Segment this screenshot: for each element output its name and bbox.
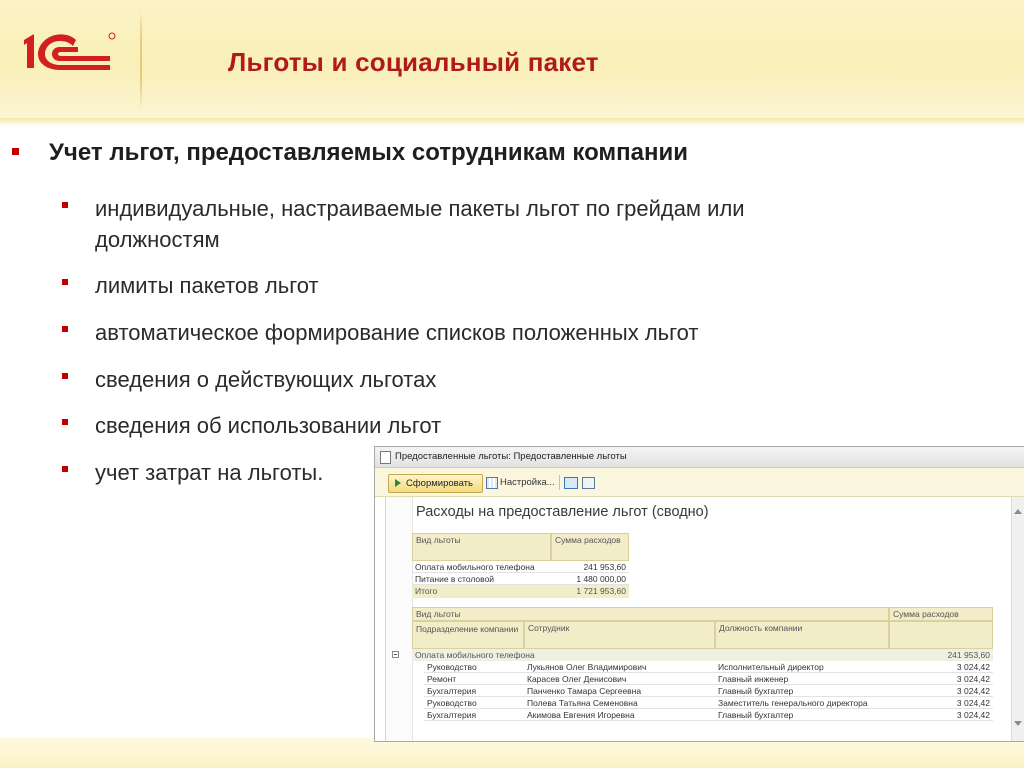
bullet-square-icon (62, 373, 68, 379)
document-icon (380, 451, 391, 464)
table-cell: 3 024,42 (889, 697, 993, 709)
group-row-label: Оплата мобильного телефона (412, 649, 889, 661)
play-icon (395, 479, 401, 487)
summary-header-amount: Сумма расходов (551, 533, 629, 561)
table-cell: Акимова Евгения Игоревна (524, 709, 715, 721)
report-window-screenshot (374, 446, 1024, 742)
summary-total-label: Итого (412, 585, 551, 598)
generate-button-label: Сформировать (406, 478, 473, 489)
report-area (385, 497, 1014, 741)
report-title: Расходы на предоставление льгот (сводно) (416, 504, 709, 520)
group-row-amount: 241 953,60 (889, 649, 993, 661)
generate-button[interactable] (388, 474, 483, 493)
bullet-square-icon (62, 326, 68, 332)
summary-cell: Оплата мобильного телефона (412, 561, 551, 573)
bullet-square-icon (62, 419, 68, 425)
sub-bullet-text: лимиты пакетов льгот (95, 273, 319, 298)
summary-cell: Питание в столовой (412, 573, 551, 585)
window-toolbar (375, 468, 1024, 497)
detail-header-type: Вид льготы (412, 607, 889, 621)
table-cell: Главный бухгалтер (715, 685, 889, 697)
send-icon[interactable] (564, 477, 578, 489)
table-cell: 3 024,42 (889, 673, 993, 685)
summary-header-type: Вид льготы (412, 533, 551, 561)
summary-cell: 241 953,60 (551, 561, 629, 573)
report-outline-strip (386, 497, 413, 741)
scroll-up-icon[interactable] (1014, 509, 1022, 514)
bullet-square-icon (12, 148, 19, 155)
settings-button[interactable] (486, 474, 556, 491)
table-cell: 3 024,42 (889, 685, 993, 697)
print-icon[interactable] (582, 477, 595, 489)
summary-total-value: 1 721 953,60 (551, 585, 629, 598)
table-cell: Лукьянов Олег Владимирович (524, 661, 715, 673)
main-bullet-text: Учет льгот, предоставляемых сотрудникам компании (49, 139, 689, 166)
bullet-square-icon (62, 279, 68, 285)
page-title: Льготы и социальный пакет (228, 47, 599, 77)
vertical-scrollbar[interactable] (1011, 497, 1024, 741)
table-cell: 3 024,42 (889, 709, 993, 721)
sub-bullet-text: индивидуальные, настраиваемые пакеты льгот по грейдам или (95, 196, 745, 221)
detail-header-department: Подразделение компании (412, 621, 524, 649)
settings-icon (486, 477, 498, 489)
table-cell: Главный бухгалтер (715, 709, 889, 721)
bullet-square-icon (62, 202, 68, 208)
sub-bullet-text: сведения об использовании льгот (95, 413, 442, 438)
table-cell: Руководство (424, 661, 524, 673)
table-cell: Полева Татьяна Семеновна (524, 697, 715, 709)
header-divider-line (0, 118, 1024, 126)
sub-bullet-text: сведения о действующих льготах (95, 367, 437, 392)
footer-band (0, 738, 1024, 768)
table-cell: Исполнительный директор (715, 661, 889, 673)
detail-header-amount-spacer (889, 621, 993, 649)
table-cell: 3 024,42 (889, 661, 993, 673)
window-title: Предоставленные льготы: Предоставленные льготы (395, 451, 627, 462)
table-cell: Карасев Олег Денисович (524, 673, 715, 685)
bullet-square-icon (62, 466, 68, 472)
table-cell: Руководство (424, 697, 524, 709)
toolbar-separator (559, 475, 560, 490)
table-cell: Заместитель генерального директора (715, 697, 889, 709)
detail-header-employee: Сотрудник (524, 621, 715, 649)
sub-bullet-text: учет затрат на льготы. (95, 460, 324, 485)
detail-header-amount: Сумма расходов (889, 607, 993, 621)
scroll-down-icon[interactable] (1014, 721, 1022, 726)
table-cell: Панченко Тамара Сергеевна (524, 685, 715, 697)
detail-header-position: Должность компании (715, 621, 889, 649)
settings-button-label: Настройка... (500, 477, 555, 488)
collapse-group-icon[interactable] (392, 651, 399, 658)
summary-cell: 1 480 000,00 (551, 573, 629, 585)
table-cell: Бухгалтерия (424, 709, 524, 721)
sub-bullet-text: должностям (95, 227, 220, 252)
table-cell: Ремонт (424, 673, 524, 685)
logo-1c-icon (18, 26, 118, 76)
sub-bullet-text: автоматическое формирование списков положенных льгот (95, 320, 699, 345)
header-vertical-divider (140, 10, 142, 110)
window-titlebar (375, 447, 1024, 468)
table-cell: Главный инженер (715, 673, 889, 685)
table-cell: Бухгалтерия (424, 685, 524, 697)
